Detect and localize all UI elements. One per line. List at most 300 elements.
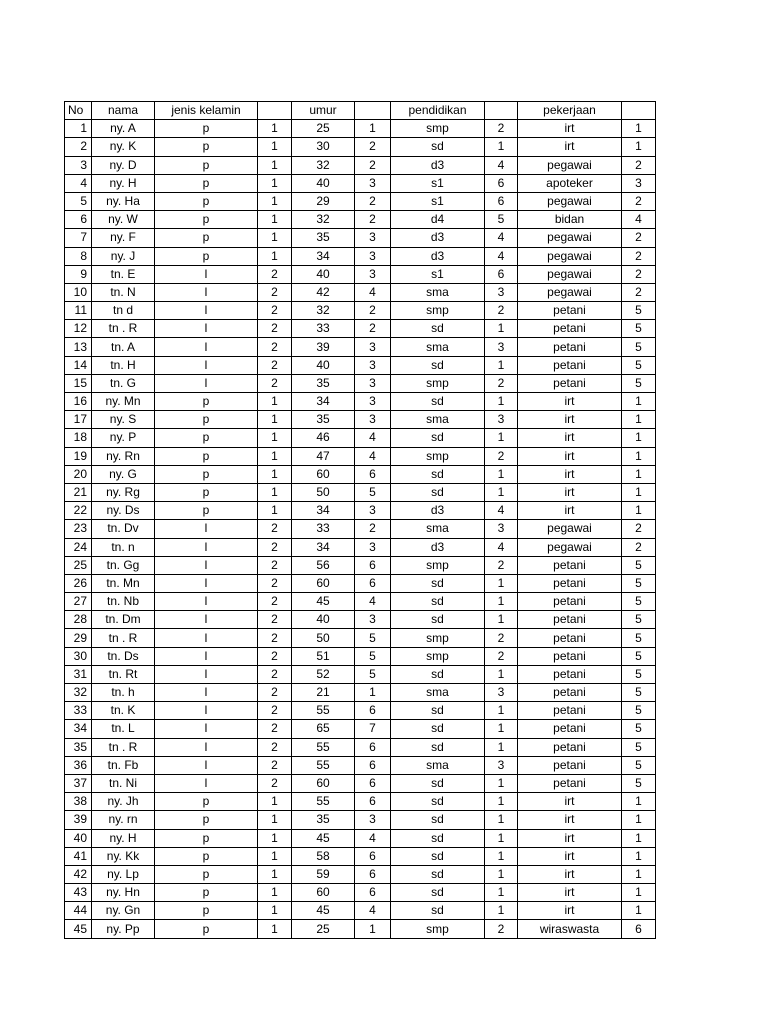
cell-jenis-kelamin-code: 2 [258, 756, 292, 774]
cell-pekerjaan-code: 2 [622, 265, 656, 283]
cell-umur: 35 [292, 411, 355, 429]
cell-jenis-kelamin: l [155, 302, 258, 320]
cell-pekerjaan: petani [518, 356, 622, 374]
cell-umur: 40 [292, 356, 355, 374]
cell-jenis-kelamin-code: 2 [258, 665, 292, 683]
cell-jenis-kelamin-code: 2 [258, 593, 292, 611]
cell-pekerjaan: irt [518, 847, 622, 865]
cell-pendidikan: sma [391, 338, 485, 356]
table-row [65, 483, 656, 501]
cell-pekerjaan-code: 5 [622, 756, 656, 774]
cell-nama: ny. Ds [92, 502, 155, 520]
cell-umur-code: 4 [355, 447, 391, 465]
table-row [65, 829, 656, 847]
cell-umur-code: 5 [355, 665, 391, 683]
cell-no: 4 [65, 174, 92, 192]
cell-pendidikan: sd [391, 811, 485, 829]
cell-no: 32 [65, 684, 92, 702]
cell-nama: ny. W [92, 211, 155, 229]
cell-umur: 55 [292, 756, 355, 774]
table-row [65, 211, 656, 229]
table-row [65, 320, 656, 338]
cell-jenis-kelamin: p [155, 884, 258, 902]
cell-umur: 40 [292, 265, 355, 283]
cell-nama: tn . R [92, 738, 155, 756]
cell-pendidikan-code: 6 [485, 265, 518, 283]
cell-pendidikan: sma [391, 520, 485, 538]
cell-jenis-kelamin-code: 1 [258, 138, 292, 156]
cell-jenis-kelamin: p [155, 465, 258, 483]
cell-pendidikan: smp [391, 629, 485, 647]
cell-jenis-kelamin-code: 2 [258, 356, 292, 374]
cell-pekerjaan: irt [518, 120, 622, 138]
table-row [65, 593, 656, 611]
cell-pendidikan-code: 2 [485, 629, 518, 647]
cell-jenis-kelamin: p [155, 229, 258, 247]
cell-umur-code: 4 [355, 429, 391, 447]
cell-nama: ny. H [92, 174, 155, 192]
cell-jenis-kelamin: p [155, 502, 258, 520]
cell-pekerjaan-code: 5 [622, 738, 656, 756]
cell-nama: tn. L [92, 720, 155, 738]
table-row [65, 884, 656, 902]
cell-pekerjaan: petani [518, 338, 622, 356]
cell-nama: ny. D [92, 156, 155, 174]
cell-pekerjaan-code: 6 [622, 920, 656, 938]
cell-no: 27 [65, 593, 92, 611]
table-row [65, 229, 656, 247]
cell-umur-code: 4 [355, 593, 391, 611]
cell-umur-code: 5 [355, 629, 391, 647]
cell-umur-code: 6 [355, 865, 391, 883]
cell-no: 9 [65, 265, 92, 283]
cell-umur-code: 4 [355, 829, 391, 847]
cell-umur-code: 3 [355, 338, 391, 356]
cell-no: 23 [65, 520, 92, 538]
cell-jenis-kelamin-code: 2 [258, 629, 292, 647]
header-pendidikan-code [485, 102, 518, 120]
cell-nama: ny. H [92, 829, 155, 847]
cell-no: 30 [65, 647, 92, 665]
cell-pekerjaan: irt [518, 884, 622, 902]
cell-jenis-kelamin-code: 1 [258, 211, 292, 229]
cell-pendidikan-code: 2 [485, 920, 518, 938]
cell-pendidikan-code: 1 [485, 138, 518, 156]
cell-pekerjaan: pegawai [518, 520, 622, 538]
cell-pendidikan-code: 1 [485, 774, 518, 792]
cell-umur-code: 3 [355, 374, 391, 392]
cell-nama: ny. Ha [92, 192, 155, 210]
header-umur-code [355, 102, 391, 120]
cell-jenis-kelamin: l [155, 720, 258, 738]
cell-pendidikan: s1 [391, 174, 485, 192]
cell-umur: 33 [292, 520, 355, 538]
cell-pekerjaan: petani [518, 320, 622, 338]
cell-umur: 52 [292, 665, 355, 683]
cell-pendidikan: sd [391, 884, 485, 902]
cell-jenis-kelamin-code: 2 [258, 520, 292, 538]
cell-umur-code: 3 [355, 811, 391, 829]
table-row [65, 302, 656, 320]
cell-pekerjaan: petani [518, 738, 622, 756]
cell-no: 41 [65, 847, 92, 865]
cell-jenis-kelamin-code: 2 [258, 265, 292, 283]
cell-pekerjaan-code: 5 [622, 556, 656, 574]
cell-no: 39 [65, 811, 92, 829]
cell-no: 28 [65, 611, 92, 629]
cell-no: 14 [65, 356, 92, 374]
cell-pekerjaan: petani [518, 611, 622, 629]
cell-pekerjaan: petani [518, 574, 622, 592]
cell-pekerjaan-code: 1 [622, 411, 656, 429]
cell-jenis-kelamin-code: 1 [258, 229, 292, 247]
cell-nama: ny. Lp [92, 865, 155, 883]
cell-jenis-kelamin-code: 1 [258, 393, 292, 411]
cell-pendidikan-code: 1 [485, 429, 518, 447]
table-row [65, 265, 656, 283]
table-row [65, 502, 656, 520]
cell-nama: tn. h [92, 684, 155, 702]
cell-umur-code: 6 [355, 884, 391, 902]
cell-jenis-kelamin: p [155, 192, 258, 210]
cell-umur: 65 [292, 720, 355, 738]
cell-pendidikan: sd [391, 738, 485, 756]
cell-pendidikan: d4 [391, 211, 485, 229]
cell-pendidikan-code: 5 [485, 211, 518, 229]
cell-pendidikan-code: 1 [485, 702, 518, 720]
cell-jenis-kelamin: l [155, 265, 258, 283]
table-row [65, 520, 656, 538]
cell-pekerjaan: pegawai [518, 192, 622, 210]
cell-pekerjaan-code: 3 [622, 174, 656, 192]
cell-jenis-kelamin-code: 1 [258, 156, 292, 174]
cell-nama: ny. Pp [92, 920, 155, 938]
cell-jenis-kelamin-code: 1 [258, 865, 292, 883]
cell-jenis-kelamin: l [155, 283, 258, 301]
cell-no: 2 [65, 138, 92, 156]
cell-jenis-kelamin: p [155, 847, 258, 865]
cell-pekerjaan-code: 5 [622, 374, 656, 392]
table-row [65, 174, 656, 192]
table-row [65, 793, 656, 811]
cell-umur-code: 6 [355, 738, 391, 756]
cell-no: 29 [65, 629, 92, 647]
header-umur: umur [292, 102, 355, 120]
cell-umur: 34 [292, 247, 355, 265]
cell-nama: ny. J [92, 247, 155, 265]
cell-jenis-kelamin-code: 2 [258, 647, 292, 665]
cell-pekerjaan: pegawai [518, 229, 622, 247]
cell-pekerjaan-code: 2 [622, 283, 656, 301]
cell-no: 15 [65, 374, 92, 392]
header-row [65, 102, 656, 120]
cell-jenis-kelamin: l [155, 356, 258, 374]
cell-no: 42 [65, 865, 92, 883]
cell-pekerjaan-code: 4 [622, 211, 656, 229]
cell-pendidikan-code: 3 [485, 411, 518, 429]
cell-jenis-kelamin: l [155, 684, 258, 702]
cell-jenis-kelamin-code: 2 [258, 302, 292, 320]
cell-umur: 25 [292, 920, 355, 938]
cell-umur: 32 [292, 211, 355, 229]
header-nama: nama [92, 102, 155, 120]
cell-umur-code: 7 [355, 720, 391, 738]
cell-nama: ny. rn [92, 811, 155, 829]
cell-jenis-kelamin: p [155, 865, 258, 883]
cell-umur: 32 [292, 156, 355, 174]
cell-pendidikan-code: 4 [485, 247, 518, 265]
cell-jenis-kelamin: p [155, 829, 258, 847]
cell-jenis-kelamin-code: 2 [258, 702, 292, 720]
cell-umur: 60 [292, 465, 355, 483]
cell-nama: tn . R [92, 320, 155, 338]
cell-umur-code: 3 [355, 611, 391, 629]
cell-pekerjaan-code: 1 [622, 793, 656, 811]
table-row [65, 920, 656, 938]
cell-pendidikan: smp [391, 647, 485, 665]
cell-umur-code: 3 [355, 229, 391, 247]
cell-jenis-kelamin-code: 1 [258, 483, 292, 501]
cell-nama: ny. A [92, 120, 155, 138]
cell-pekerjaan: irt [518, 902, 622, 920]
cell-nama: tn. E [92, 265, 155, 283]
cell-pekerjaan: petani [518, 684, 622, 702]
cell-umur: 35 [292, 229, 355, 247]
cell-umur: 34 [292, 393, 355, 411]
cell-no: 16 [65, 393, 92, 411]
cell-umur: 55 [292, 793, 355, 811]
table-row [65, 756, 656, 774]
cell-pekerjaan-code: 5 [622, 574, 656, 592]
cell-no: 36 [65, 756, 92, 774]
cell-pekerjaan-code: 1 [622, 884, 656, 902]
cell-pekerjaan: irt [518, 447, 622, 465]
cell-pendidikan: sd [391, 702, 485, 720]
cell-nama: tn. G [92, 374, 155, 392]
cell-umur: 33 [292, 320, 355, 338]
cell-nama: ny. Mn [92, 393, 155, 411]
cell-umur: 55 [292, 738, 355, 756]
table-row [65, 738, 656, 756]
cell-pendidikan-code: 3 [485, 283, 518, 301]
cell-pendidikan: smp [391, 920, 485, 938]
cell-jenis-kelamin-code: 1 [258, 902, 292, 920]
cell-nama: tn. A [92, 338, 155, 356]
cell-pendidikan: d3 [391, 229, 485, 247]
cell-umur-code: 1 [355, 120, 391, 138]
cell-pendidikan: s1 [391, 265, 485, 283]
cell-pekerjaan-code: 1 [622, 138, 656, 156]
cell-jenis-kelamin-code: 1 [258, 884, 292, 902]
cell-pendidikan-code: 1 [485, 320, 518, 338]
cell-umur: 60 [292, 574, 355, 592]
cell-jenis-kelamin-code: 1 [258, 920, 292, 938]
cell-no: 8 [65, 247, 92, 265]
cell-jenis-kelamin: p [155, 247, 258, 265]
cell-umur: 34 [292, 502, 355, 520]
cell-pekerjaan-code: 5 [622, 665, 656, 683]
table-row [65, 774, 656, 792]
cell-jenis-kelamin: l [155, 320, 258, 338]
cell-pendidikan-code: 2 [485, 302, 518, 320]
cell-umur-code: 6 [355, 465, 391, 483]
cell-no: 38 [65, 793, 92, 811]
cell-pendidikan-code: 1 [485, 465, 518, 483]
cell-jenis-kelamin-code: 2 [258, 684, 292, 702]
cell-pekerjaan-code: 2 [622, 247, 656, 265]
cell-nama: tn. Fb [92, 756, 155, 774]
cell-pendidikan: sd [391, 611, 485, 629]
cell-pendidikan: sd [391, 665, 485, 683]
cell-pendidikan-code: 1 [485, 393, 518, 411]
cell-pendidikan-code: 3 [485, 756, 518, 774]
table-row [65, 393, 656, 411]
cell-jenis-kelamin-code: 1 [258, 465, 292, 483]
cell-umur: 21 [292, 684, 355, 702]
cell-jenis-kelamin: p [155, 793, 258, 811]
cell-jenis-kelamin-code: 1 [258, 502, 292, 520]
cell-pekerjaan-code: 5 [622, 338, 656, 356]
cell-pendidikan: smp [391, 374, 485, 392]
cell-nama: ny. Kk [92, 847, 155, 865]
cell-nama: tn. Nb [92, 593, 155, 611]
table-row [65, 556, 656, 574]
cell-pekerjaan: pegawai [518, 538, 622, 556]
cell-pekerjaan: pegawai [518, 283, 622, 301]
cell-nama: ny. Hn [92, 884, 155, 902]
cell-nama: tn. H [92, 356, 155, 374]
cell-pendidikan-code: 2 [485, 556, 518, 574]
cell-pendidikan-code: 2 [485, 374, 518, 392]
cell-nama: tn. Dv [92, 520, 155, 538]
cell-umur-code: 1 [355, 684, 391, 702]
cell-pekerjaan: bidan [518, 211, 622, 229]
cell-no: 43 [65, 884, 92, 902]
cell-pekerjaan-code: 1 [622, 811, 656, 829]
cell-jenis-kelamin: l [155, 338, 258, 356]
cell-umur-code: 3 [355, 247, 391, 265]
cell-jenis-kelamin-code: 2 [258, 574, 292, 592]
cell-pekerjaan: irt [518, 793, 622, 811]
cell-pendidikan: sd [391, 902, 485, 920]
cell-umur-code: 5 [355, 647, 391, 665]
table-row [65, 647, 656, 665]
cell-jenis-kelamin-code: 1 [258, 411, 292, 429]
cell-pendidikan: sd [391, 847, 485, 865]
cell-jenis-kelamin-code: 2 [258, 556, 292, 574]
cell-pendidikan-code: 1 [485, 865, 518, 883]
cell-umur: 40 [292, 174, 355, 192]
cell-umur-code: 2 [355, 302, 391, 320]
cell-nama: tn d [92, 302, 155, 320]
cell-jenis-kelamin-code: 2 [258, 338, 292, 356]
cell-jenis-kelamin: p [155, 483, 258, 501]
table-row [65, 156, 656, 174]
cell-jenis-kelamin-code: 1 [258, 811, 292, 829]
cell-pekerjaan-code: 1 [622, 120, 656, 138]
cell-no: 40 [65, 829, 92, 847]
cell-no: 33 [65, 702, 92, 720]
cell-no: 3 [65, 156, 92, 174]
cell-no: 5 [65, 192, 92, 210]
cell-pendidikan-code: 1 [485, 829, 518, 847]
header-jenis-kelamin: jenis kelamin [155, 102, 258, 120]
cell-nama: tn. Gg [92, 556, 155, 574]
cell-jenis-kelamin-code: 2 [258, 283, 292, 301]
table-row [65, 847, 656, 865]
cell-jenis-kelamin: l [155, 593, 258, 611]
cell-pekerjaan-code: 1 [622, 902, 656, 920]
cell-jenis-kelamin-code: 1 [258, 793, 292, 811]
cell-jenis-kelamin-code: 1 [258, 120, 292, 138]
cell-jenis-kelamin: l [155, 574, 258, 592]
cell-jenis-kelamin: l [155, 774, 258, 792]
cell-no: 11 [65, 302, 92, 320]
cell-jenis-kelamin: l [155, 520, 258, 538]
cell-umur-code: 2 [355, 320, 391, 338]
cell-pendidikan: sma [391, 756, 485, 774]
cell-umur-code: 3 [355, 538, 391, 556]
cell-nama: ny. Rg [92, 483, 155, 501]
cell-umur: 56 [292, 556, 355, 574]
cell-pendidikan-code: 4 [485, 156, 518, 174]
cell-nama: tn. Rt [92, 665, 155, 683]
cell-pekerjaan-code: 1 [622, 847, 656, 865]
cell-umur-code: 2 [355, 138, 391, 156]
cell-pekerjaan: irt [518, 829, 622, 847]
cell-pendidikan-code: 6 [485, 174, 518, 192]
cell-umur-code: 4 [355, 283, 391, 301]
table-row [65, 338, 656, 356]
cell-umur: 55 [292, 702, 355, 720]
table-row [65, 192, 656, 210]
cell-no: 20 [65, 465, 92, 483]
cell-umur: 45 [292, 593, 355, 611]
cell-pendidikan: d3 [391, 156, 485, 174]
cell-pekerjaan-code: 5 [622, 702, 656, 720]
cell-umur-code: 6 [355, 847, 391, 865]
cell-umur-code: 6 [355, 574, 391, 592]
cell-umur-code: 5 [355, 483, 391, 501]
cell-no: 35 [65, 738, 92, 756]
cell-umur-code: 3 [355, 411, 391, 429]
cell-pendidikan-code: 1 [485, 483, 518, 501]
cell-umur-code: 3 [355, 174, 391, 192]
cell-umur-code: 2 [355, 520, 391, 538]
cell-pendidikan: s1 [391, 192, 485, 210]
cell-pendidikan-code: 2 [485, 120, 518, 138]
cell-jenis-kelamin: p [155, 920, 258, 938]
cell-pekerjaan-code: 2 [622, 156, 656, 174]
cell-jenis-kelamin: l [155, 665, 258, 683]
cell-pendidikan-code: 1 [485, 847, 518, 865]
cell-pekerjaan-code: 5 [622, 629, 656, 647]
cell-pekerjaan-code: 5 [622, 320, 656, 338]
cell-pendidikan: smp [391, 302, 485, 320]
cell-pekerjaan: petani [518, 720, 622, 738]
cell-pendidikan: sma [391, 684, 485, 702]
table-body [65, 120, 656, 938]
cell-no: 17 [65, 411, 92, 429]
table-row [65, 702, 656, 720]
cell-pendidikan: d3 [391, 502, 485, 520]
cell-umur-code: 6 [355, 756, 391, 774]
cell-umur: 39 [292, 338, 355, 356]
cell-pendidikan: sd [391, 720, 485, 738]
cell-jenis-kelamin: p [155, 811, 258, 829]
cell-pekerjaan: petani [518, 647, 622, 665]
cell-pekerjaan: pegawai [518, 247, 622, 265]
